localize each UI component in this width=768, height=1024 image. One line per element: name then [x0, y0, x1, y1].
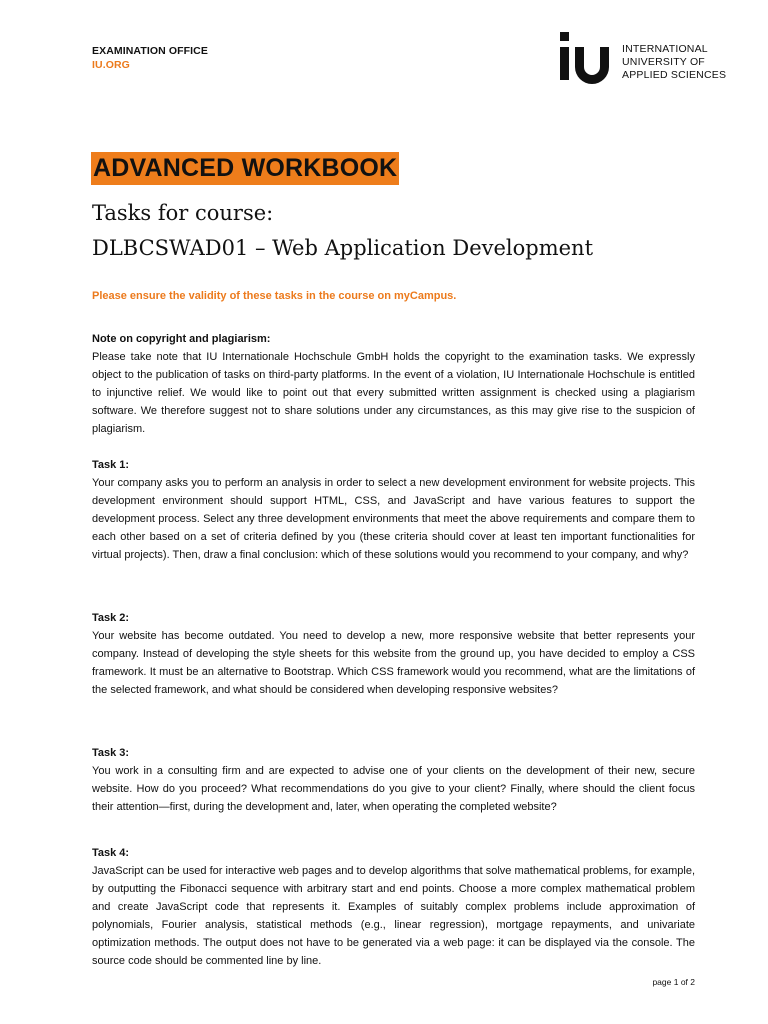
- task-heading: Task 4:: [92, 847, 130, 859]
- examination-office-header: [92, 44, 208, 72]
- document-title: ADVANCED WORKBOOK: [93, 154, 398, 182]
- task-3: [92, 744, 695, 816]
- office-name: EXAMINATION OFFICE: [92, 45, 208, 57]
- task-heading: Task 2:: [92, 612, 130, 624]
- task-text: Your company asks you to perform an analysis in order to select a new development environment for website projects. This development environment should support HTML, CSS, and JavaScript and have various features to support the development process. Select any three development environments that meet the above requirements and compare them to each other based on a set of criteria defined by you (these criteria should cover at least ten important functionalities for virtual projects). Then, draw a final conclusion: which of these solutions would you recommend to your company, and why?: [92, 477, 695, 561]
- task-heading: Task 3:: [92, 747, 130, 759]
- task-text: JavaScript can be used for interactive web pages and to develop algorithms that solve mathematical problems, for example, by outputting the Fibonacci sequence with arbitrary start and end points. Choose a more complex mathematical problem and create JavaScript code that represents it. Examples of suitably complex problems include approximation of polynomials, Fourier analysis, statistical methods (e.g., linear regression), mortgage repayments, and univariate optimization methods. The output does not have to be generated via a web page: it can be displayed via the console. The source code should be commented line by line.: [92, 865, 695, 967]
- course-label: Tasks for course:: [92, 201, 274, 225]
- task-4: [92, 844, 695, 970]
- task-heading: Task 1:: [92, 459, 130, 471]
- logo-wordmark: [622, 43, 726, 82]
- title-highlight: [91, 152, 399, 185]
- page-number: page 1 of 2: [652, 977, 695, 987]
- logo-line-2: UNIVERSITY OF: [622, 56, 705, 68]
- task-text: Your website has become outdated. You need to develop a new, more responsive website that better represents your company. Instead of developing the style sheets for this website from the ground up, you have decided to employ a CSS framework. It must be an alternative to Bootstrap. Which CSS framework would you recommend, what are the limitations of the selected framework, and what should be considered when developing responsive websites?: [92, 630, 695, 696]
- copyright-note: [92, 330, 695, 438]
- iu-logo: [558, 32, 728, 84]
- note-text: Please take note that IU Internationale Hochschule GmbH holds the copyright to the examination tasks. We expressly object to the publication of tasks on third-party platforms. In the event of a violation, IU Internationale Hochschule is entitled to injunctive relief. We would like to point out that every submitted written assignment is checked using a plagiarism software. We therefore suggest not to share solutions under any circumstances, as this may give rise to the suspicion of plagiarism.: [92, 351, 695, 435]
- task-text: You work in a consulting firm and are expected to advise one of your clients on the development of their new, secure website. How do you proceed? What recommendations do you give to your client? Finally, where should the client focus their attention—first, during the development and, later, when operating the completed website?: [92, 765, 695, 813]
- logo-line-3: APPLIED SCIENCES: [622, 69, 727, 81]
- course-name: DLBCSWAD01 – Web Application Development: [92, 236, 594, 260]
- task-1: [92, 456, 695, 564]
- iu-logo-mark: [558, 32, 614, 84]
- task-2: [92, 609, 695, 699]
- validity-notice: Please ensure the validity of these tasks in the course on myCampus.: [92, 290, 457, 302]
- website-link[interactable]: IU.ORG: [92, 59, 130, 71]
- note-heading: Note on copyright and plagiarism:: [92, 333, 271, 345]
- logo-line-1: INTERNATIONAL: [622, 43, 708, 55]
